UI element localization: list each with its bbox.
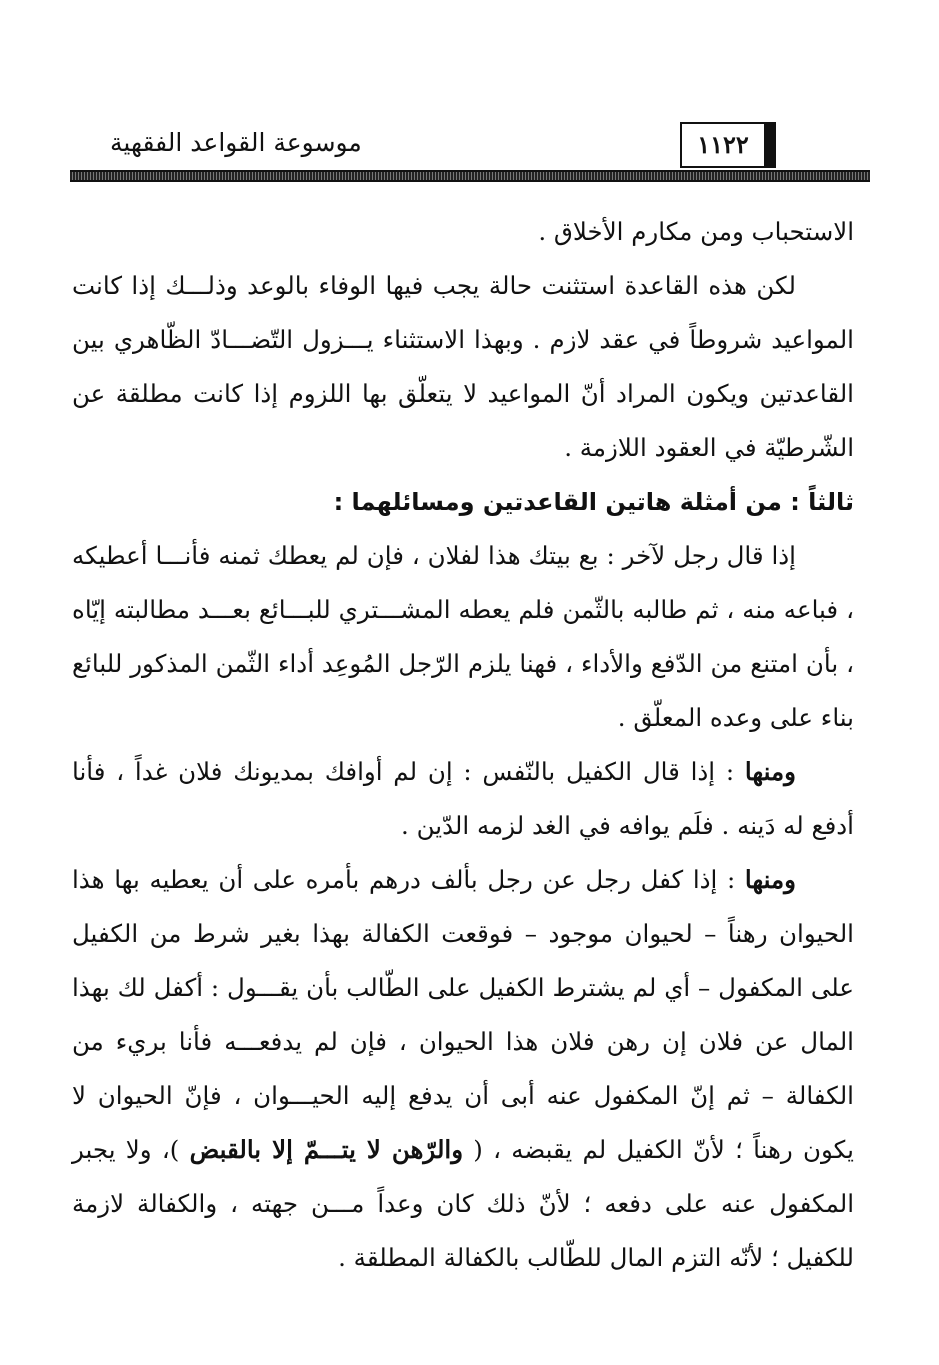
paragraph-4-lead: ومنها [744,757,796,786]
paragraph-5-emphasis: والرّهن لا يتـــمّ إلا بالقبض [189,1135,464,1164]
paragraph-1: الاستحباب ومن مكارم الأخلاق . [538,217,854,246]
paragraph-3: إذا قال رجل لآخر : بع بيتك هذا لفلان ، فإن لم يعطك ثمنه فأنـــا أعطيكه ، فباعه منه ، ثم طالبه بالثّمن فلم يعطه المشـــتري للبـــائع بعـــد مطالبته إيّاه ، بأن امتنع من الدّفع والأداء ، فهنا يلزم الرّجل المُوعِد أداء الثّمن المذكور للبائع بناء على وعده المعلّق . [72,541,854,732]
paragraph-5-text-b: )، ولا يجبر المكفول عنه على دفعه ؛ لأنّ ذلك كان وعداً مـــن جهته ، والكفالة لازمة للكفيل ؛ لأنّه التزم المال للطّالب بالكفالة المطلقة . [72,1135,854,1272]
paragraph-4-text: : إذا قال الكفيل بالنّفس : إن لم أوافك بمديونك فلان غداً ، فأنا أدفع له دَينه . فلَم يوافه في الغد لزمه الدّين . [72,757,854,840]
header-rule [70,170,870,182]
page-body [72,205,854,1285]
page-header [70,118,870,188]
paragraph-5-text-a: : إذا كفل رجل عن رجل بألف درهم بأمره على أن يعطيه بها هذا الحيوان رهناً – لحيوان موجود – فوقعت الكفالة بهذا بغير شرط من الكفيل على المكفول – أي لم يشترط الكفيل على الطّالب بأن يقـــول : أكفل لك بهذا المال عن فلان إن رهن فلان هذا الحيوان ، فإن لم يدفعـــه فأنا بريء من الكفالة – ثم إنّ المكفول عنه أبى أن يدفع إليه الحيـــوان ، فإنّ الحيوان لا يكون رهناً ؛ لأنّ الكفيل لم يقبضه ، ( [72,865,854,1164]
section-heading: ثالثاً : من أمثلة هاتين القاعدتين ومسائلهما : [333,488,854,516]
book-title: موسوعة القواعد الفقهية [110,128,362,157]
paragraph-4 [72,745,854,853]
paragraph-2: لكن هذه القاعدة استثنت حالة يجب فيها الوفاء بالوعد وذلـــك إذا كانت المواعيد شروطاً في عقد لازم . وبهذا الاستثناء يـــزول التّضـــادّ الظّاهري بين القاعدتين ويكون المراد أنّ المواعيد لا يتعلّق بها اللزوم إذا كانت مطلقة عن الشّرطيّة في العقود اللازمة . [72,271,854,462]
page-number: ١١٢٢ [680,122,776,168]
paragraph-5 [72,853,854,1285]
paragraph-5-lead: ومنها [744,865,796,894]
